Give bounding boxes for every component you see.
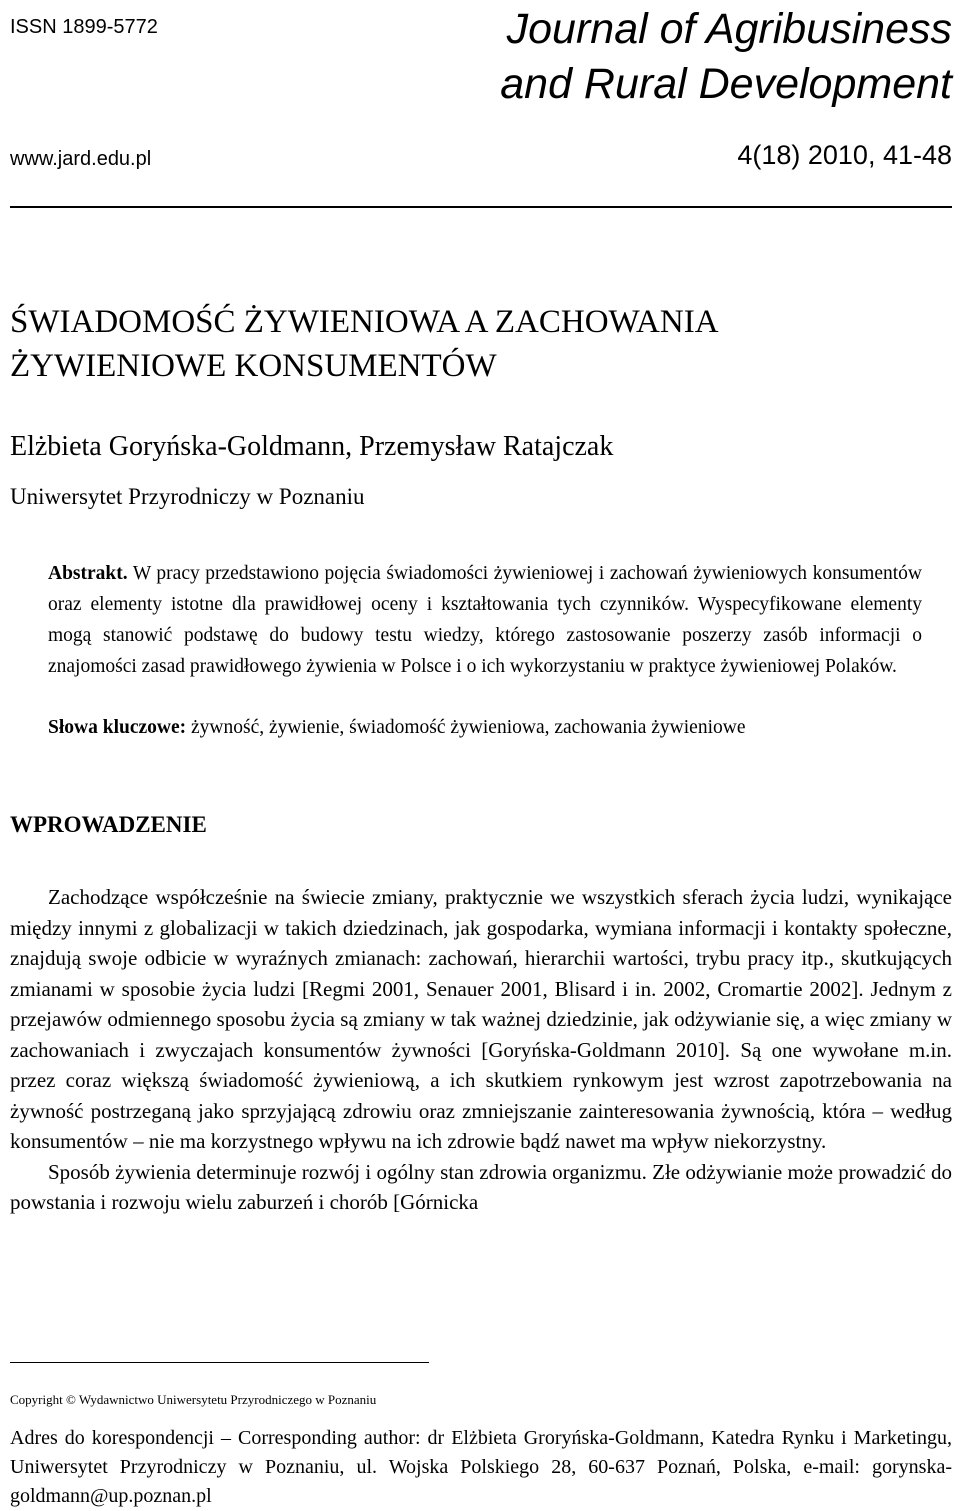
affiliation: Uniwersytet Przyrodniczy w Poznaniu: [10, 484, 365, 509]
article-title: [10, 300, 719, 388]
issn: ISSN 1899-5772: [10, 16, 158, 38]
journal-url[interactable]: www.jard.edu.pl: [10, 148, 152, 170]
article-title-line1: ŚWIADOMOŚĆ ŻYWIENIOWA A ZACHOWANIA: [10, 304, 719, 340]
body-text: [10, 882, 952, 1218]
section-heading: WPROWADZENIE: [10, 812, 207, 837]
keywords: [48, 717, 950, 739]
authors: Elżbieta Goryńska-Goldmann, Przemysław Ratajczak: [10, 431, 614, 462]
abstract: [48, 558, 922, 682]
article-title-line2: ŻYWIENIOWE KONSUMENTÓW: [10, 348, 497, 384]
journal-title: [500, 2, 952, 112]
footnote-divider: [10, 1362, 429, 1363]
journal-title-line2: and Rural Development: [500, 60, 952, 108]
abstract-label: Abstrakt.: [48, 563, 128, 584]
issue-info: 4(18) 2010, 41-48: [737, 140, 952, 170]
abstract-text: W pracy przedstawiono pojęcia świadomości żywieniowej i zachowań żywieniowych konsumentów oraz elementy istotne dla prawidłowej oceny i kształtowania tych czynników. Wyspecyfikowane elementy mogą stanowić podstawę do budowy testu wiedzy, którego zastosowanie poszerzy zasób informacji o znajomości zasad prawidłowego żywienia w Polsce i o ich wykorzystaniu w praktyce żywieniowej Polaków.: [48, 563, 922, 677]
correspondence-note: Adres do korespondencji – Corresponding author: dr Elżbieta Groryńska-Goldmann, Katedra Rynku i Marketingu, Uniwersytet Przyrodniczy w Poznaniu, ul. Wojska Polskiego 28, 60-637 Poznań, Polska, e-mail: gorynska-goldmann@up.poznan.pl: [10, 1427, 952, 1507]
paragraph: Zachodzące współcześnie na świecie zmiany, praktycznie we wszystkich sferach życia ludzi, wynikające między innymi z globalizacji w takich dziedzinach, jak gospodarka, wymiana informacji i kontakty społeczne, znajdują swoje odbicie w wyraźnych zmianach: zachowań, hierarchii wartości, trybu pracy itp., skutkujących zmianami w sposobie życia ludzi [Regmi 2001, Senauer 2001, Blisard i in. 2002, Cromartie 2002]. Jednym z przejawów odmiennego sposobu życia są zmiany w tak ważnej dziedzinie, jak odżywianie się, a więc zmiany w zachowaniach i zwyczajach konsumentów żywności [Goryńska-Goldmann 2010]. Są one wywołane m.in. przez coraz większą świadomość żywieniową, a ich skutkiem rynkowym jest wzrost zapotrzebowania na żywność postrzeganą jako sprzyjającą zdrowiu oraz zmniejszanie zainteresowania żywnością, która – według konsumentów – nie ma korzystnego wpływu na ich zdrowie bądź nawet ma wpływ niekorzystny.: [10, 885, 952, 1153]
paragraph: Sposób żywienia determinuje rozwój i ogólny stan zdrowia organizmu. Złe odżywianie może prowadzić do powstania i rozwoju wielu zaburzeń i chorób [Górnicka: [10, 1159, 952, 1214]
keywords-text: żywność, żywienie, świadomość żywieniowa, zachowania żywieniowe: [191, 717, 746, 738]
copyright-note: Copyright © Wydawnictwo Uniwersytetu Przyrodniczego w Poznaniu: [10, 1392, 377, 1407]
header-divider: [10, 206, 952, 208]
keywords-label: Słowa kluczowe:: [48, 717, 187, 738]
journal-title-line1: Journal of Agribusiness: [506, 5, 952, 53]
